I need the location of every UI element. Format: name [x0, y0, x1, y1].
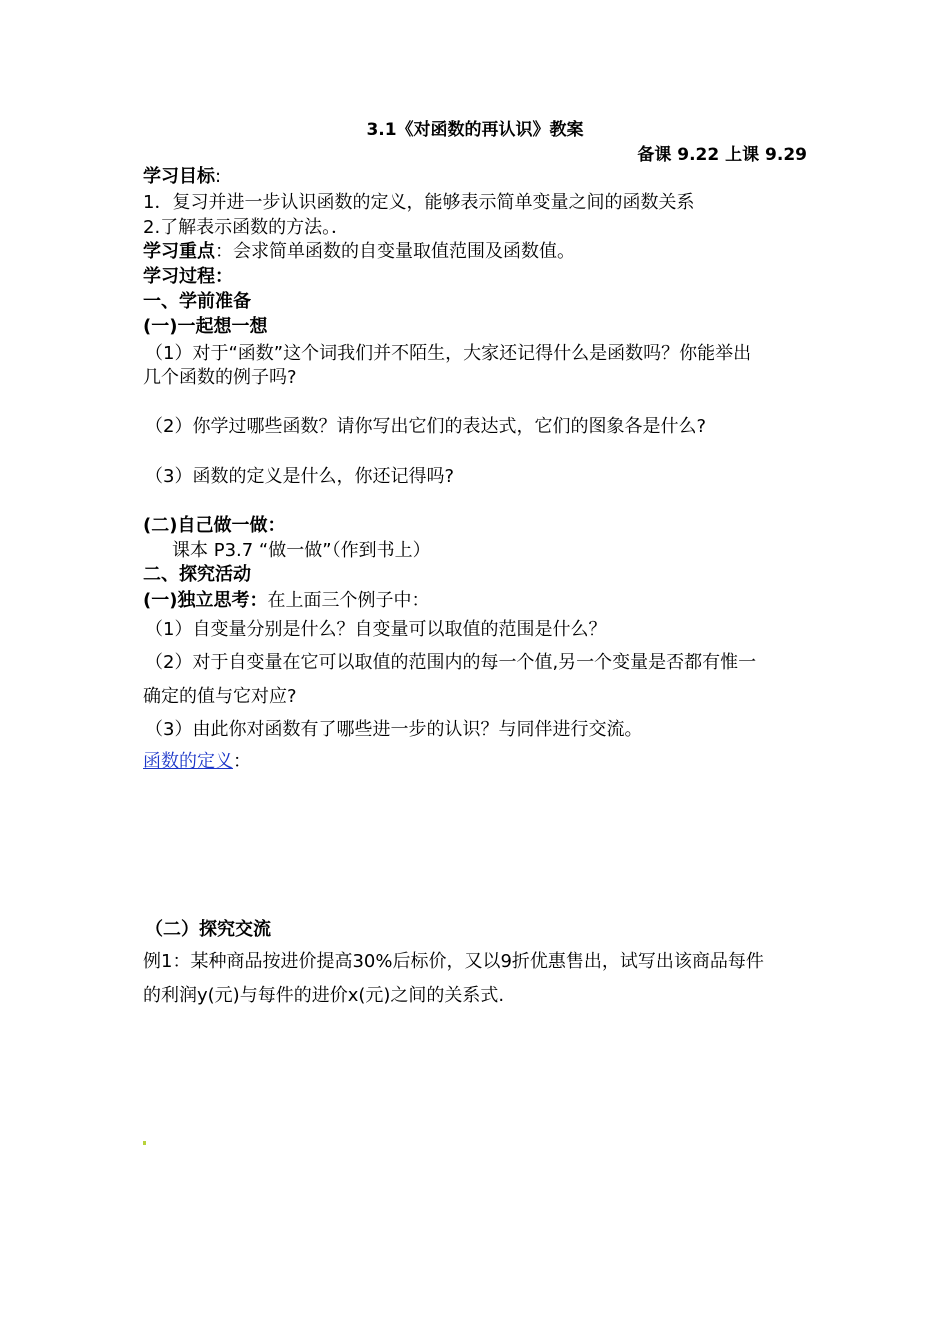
- example-1-line-2: 的利润y(元)与每件的进价x(元)之间的关系式.: [143, 985, 505, 1006]
- section1-sub2-heading: (二)自己做一做：: [143, 515, 286, 536]
- key-point-text: ：会求简单函数的自变量取值范围及函数值。: [215, 241, 575, 262]
- goals-heading: 学习目标: [143, 166, 215, 187]
- s2-question-2-line-2: 确定的值与它对应?: [143, 686, 297, 707]
- section2-sub1-text: 在上面三个例子中：: [267, 590, 430, 611]
- s1-question-3: （3）函数的定义是什么，你还记得吗?: [145, 466, 455, 487]
- definition-line: [143, 750, 251, 774]
- document-title: 3.1《对函数的再认识》教案: [366, 120, 584, 140]
- section1-sub2-text: 课本 P3.7 “做一做”（作到书上）: [172, 540, 431, 561]
- date-line: 备课 9.22 上课 9.29: [637, 145, 807, 165]
- s1-question-2: （2）你学过哪些函数？请你写出它们的表达式，它们的图象各是什么?: [145, 416, 707, 437]
- section2-sub1-line: [143, 589, 429, 613]
- s2-question-3: （3）由此你对函数有了哪些进一步的认识？与同伴进行交流。: [145, 719, 643, 740]
- goal-item-2: 2.了解表示函数的方法。．: [143, 217, 350, 238]
- example-1-line-1: 例1：某种商品按进价提高30%后标价，又以9折优惠售出，试写出该商品每件: [143, 951, 764, 972]
- key-point-line: [143, 240, 575, 264]
- definition-colon: ：: [233, 751, 251, 772]
- s2-question-2-line-1: （2）对于自变量在它可以取值的范围内的每一个值,另一个变量是否都有惟一: [145, 652, 757, 673]
- goals-colon: :: [215, 166, 222, 187]
- stray-mark: [143, 1141, 146, 1145]
- function-definition-link[interactable]: 函数的定义: [143, 751, 233, 772]
- s2-question-1: （1）自变量分别是什么？自变量可以取值的范围是什么？: [145, 619, 607, 640]
- section1-sub1-heading: (一)一起想一想: [143, 316, 268, 337]
- goals-heading-line: [143, 165, 221, 189]
- s1-question-1-line-1: （1）对于“函数”这个词我们并不陌生，大家还记得什么是函数吗？你能举出: [145, 343, 752, 364]
- section2-sub2-heading: （二）探究交流: [145, 919, 271, 940]
- s1-question-1-line-2: 几个函数的例子吗?: [143, 367, 297, 388]
- section2-heading: 二、探究活动: [143, 564, 251, 585]
- goal-item-1: 1．复习并进一步认识函数的定义，能够表示简单变量之间的函数关系: [143, 192, 695, 213]
- key-point-heading: 学习重点: [143, 241, 215, 262]
- process-heading: 学习过程：: [143, 266, 233, 287]
- section2-sub1-heading: (一)独立思考：: [143, 590, 268, 611]
- section1-heading: 一、学前准备: [143, 291, 251, 312]
